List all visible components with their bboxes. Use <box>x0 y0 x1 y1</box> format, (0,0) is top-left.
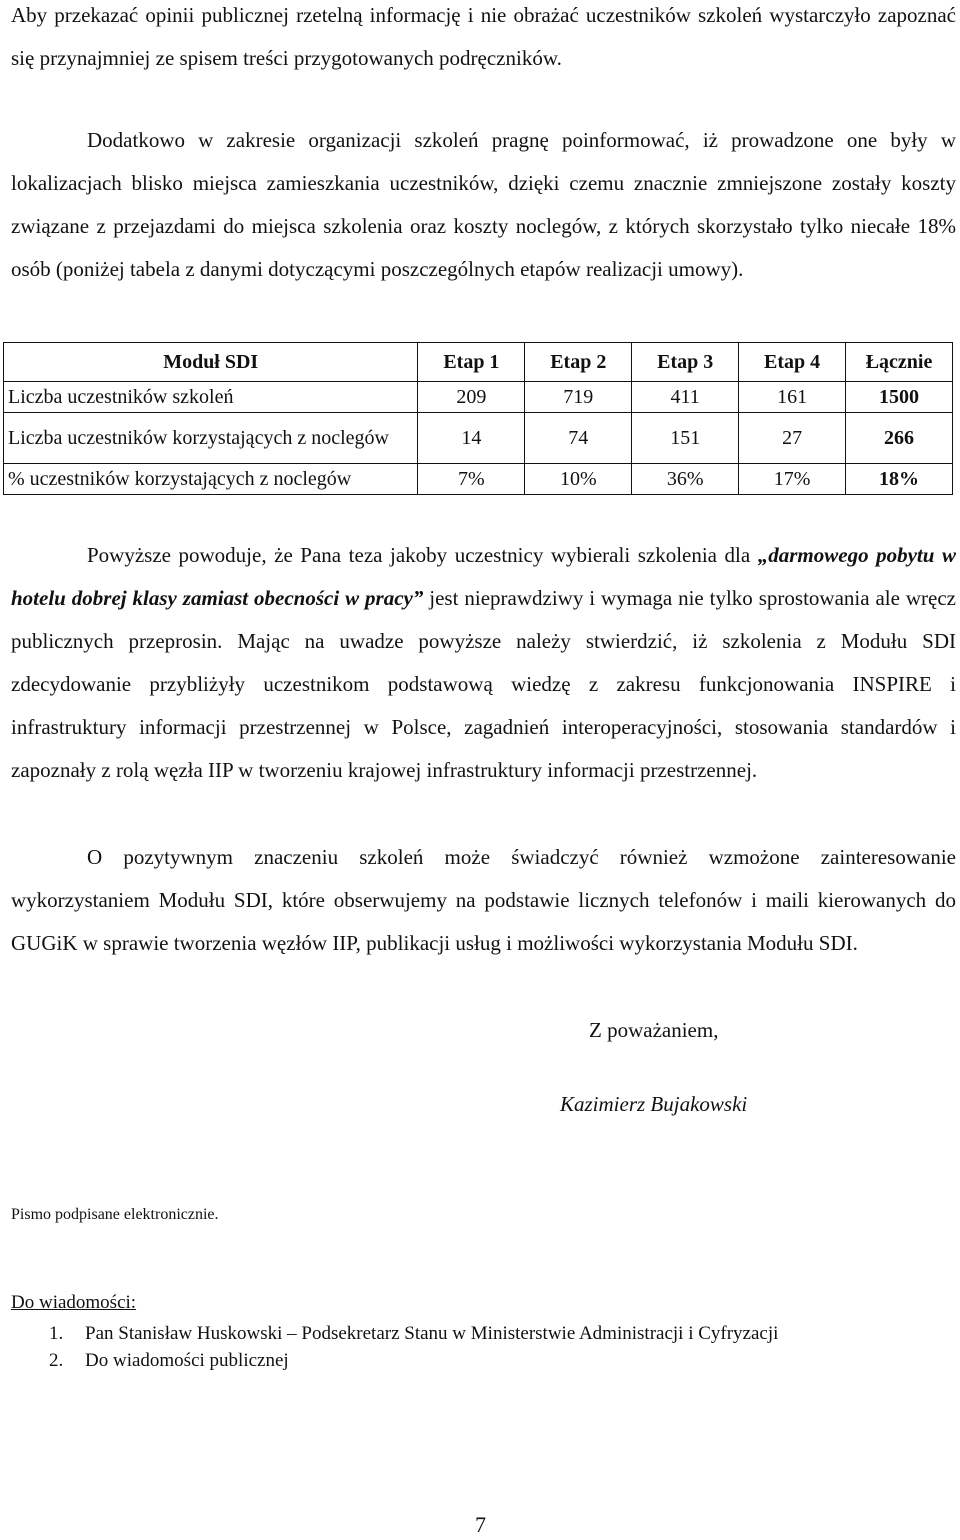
table-cell: 36% <box>632 464 739 495</box>
table-cell: 10% <box>525 464 632 495</box>
paragraph-positive-impact: O pozytywnym znaczeniu szkoleń może świadczyć również wzmożone zainteresowanie wykorzystaniem Modułu SDI, które obserwujemy na podstawie licznych telefonów i maili kierowanych do GUGiK w sprawie tworzenia węzłów IIP, publikacji usług i możliwości wykorzystania Modułu SDI. <box>11 845 956 955</box>
list-text: Do wiadomości publicznej <box>85 1350 289 1371</box>
row-label: Liczba uczestników korzystających z noclegów <box>4 413 418 464</box>
table-cell: 161 <box>739 382 846 413</box>
participants-table <box>3 342 953 495</box>
paragraph-intro: Aby przekazać opinii publicznej rzetelną informację i nie obrażać uczestników szkoleń wystarczyło zapoznać się przynajmniej ze spisem treści przygotowanych podręczników. <box>11 3 956 70</box>
list-text: Pan Stanisław Huskowski – Podsekretarz Stanu w Ministerstwie Administracji i Cyfryzacji <box>85 1323 779 1344</box>
row-label: Liczba uczestników szkoleń <box>4 382 418 413</box>
paragraph-text: Powyższe powoduje, że Pana teza jakoby uczestnicy wybierali szkolenia dla <box>87 543 758 567</box>
table-cell: 14 <box>418 413 525 464</box>
table-header-cell: Etap 3 <box>632 343 739 382</box>
emphasized-quote: „darmowego pobytu w hotelu dobrej klasy zamiast obecności w pracy” <box>11 543 956 610</box>
table-header-row <box>4 343 953 382</box>
table-total-cell: 266 <box>846 413 953 464</box>
paragraph-conclusion <box>11 534 956 792</box>
table-total-cell: 18% <box>846 464 953 495</box>
row-label: % uczestników korzystających z noclegów <box>4 464 418 495</box>
list-number: 2. <box>49 1350 64 1371</box>
table-cell: 151 <box>632 413 739 464</box>
table-header-cell: Moduł SDI <box>4 343 418 382</box>
table-row <box>4 382 953 413</box>
electronic-signature-note: Pismo podpisane elektronicznie. <box>11 1206 219 1223</box>
cc-list <box>49 1320 778 1374</box>
table-cell: 7% <box>418 464 525 495</box>
table-header-cell: Etap 2 <box>525 343 632 382</box>
table-cell: 17% <box>739 464 846 495</box>
list-number: 1. <box>49 1323 64 1344</box>
table-cell: 719 <box>525 382 632 413</box>
table-header-cell: Łącznie <box>846 343 953 382</box>
page-number: 7 <box>475 1512 486 1537</box>
table-row <box>4 464 953 495</box>
table-header-cell: Etap 4 <box>739 343 846 382</box>
table-cell: 411 <box>632 382 739 413</box>
list-item <box>49 1320 778 1347</box>
paragraph-text: jest nieprawdziwy i wymaga nie tylko sprostowania ale wręcz publicznych przeprosin. Mając na uwadze powyższe należy stwierdzić, iż szkolenia z Modułu SDI zdecydowanie przybliżyły uczestnikom podstawową wiedzę z zakresu funkcjonowania INSPIRE i infrastruktury informacji przestrzennej w Polsce, zagadnień interoperacyjności, stosowania standardów i zapoznały z rolą węzła IIP w tworzeniu krajowej infrastruktury informacji przestrzennej. <box>11 586 956 782</box>
table-cell: 27 <box>739 413 846 464</box>
table-cell: 74 <box>525 413 632 464</box>
table-cell: 209 <box>418 382 525 413</box>
list-item <box>49 1347 778 1374</box>
table-total-cell: 1500 <box>846 382 953 413</box>
signature-name: Kazimierz Bujakowski <box>560 1092 748 1116</box>
paragraph-organization: Dodatkowo w zakresie organizacji szkoleń pragnę poinformować, iż prowadzone one były w lokalizacjach blisko miejsca zamieszkania uczestników, dzięki czemu znacznie zmniejszone zostały koszty związane z przejazdami do miejsca szkolenia oraz koszty noclegów, z których skorzystało tylko niecałe 18% osób (poniżej tabela z danymi dotyczącymi poszczególnych etapów realizacji umowy). <box>11 128 956 281</box>
table-row <box>4 413 953 464</box>
cc-title: Do wiadomości: <box>11 1292 137 1313</box>
table-header-cell: Etap 1 <box>418 343 525 382</box>
closing-salutation: Z poważaniem, <box>589 1018 719 1042</box>
